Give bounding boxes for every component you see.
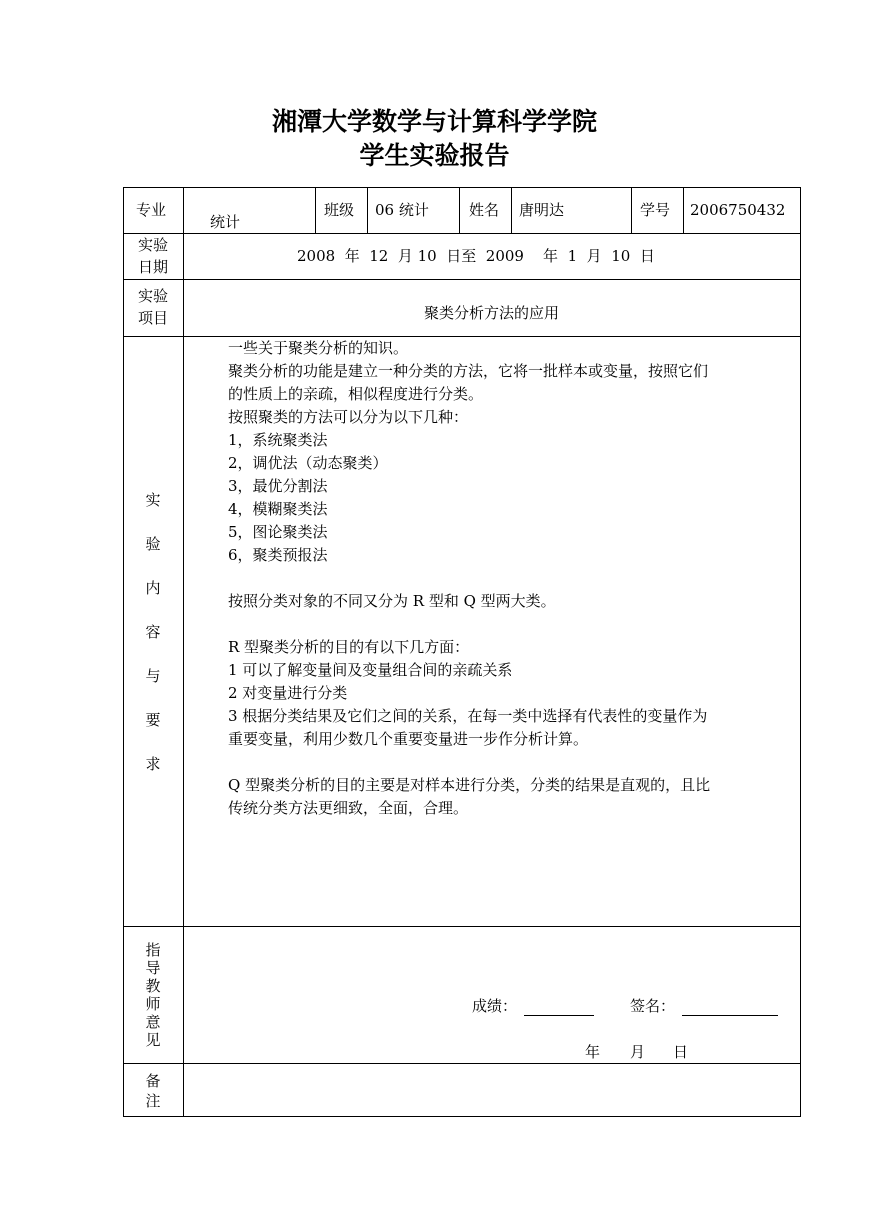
content-line: 3，最优分割法 — [228, 477, 328, 495]
content-line: 的性质上的亲疏，相似程度进行分类。 — [228, 385, 484, 403]
content-line: 一些关于聚类分析的知识。 — [228, 339, 409, 357]
content-label-char: 求 — [145, 755, 161, 773]
date-label-line2: 日期 — [137, 258, 168, 276]
content-line: 重要变量，利用少数几个重要变量进一步作分析计算。 — [228, 730, 589, 748]
signature-field[interactable] — [682, 1015, 778, 1016]
class-value: 06 统计 — [375, 201, 429, 219]
content-label-char: 内 — [145, 579, 161, 597]
content-label-char: 要 — [145, 711, 161, 729]
content-line: 按照聚类的方法可以分为以下几种： — [228, 408, 469, 426]
score-field[interactable] — [524, 1015, 594, 1016]
signature-label: 签名： — [630, 997, 676, 1015]
content-line: 4，模糊聚类法 — [228, 500, 328, 518]
content-line: 按照分类对象的不同又分为 R 型和 Q 型两大类。 — [228, 592, 556, 610]
advisor-label-char: 意 — [145, 1013, 161, 1031]
content-line: 5，图论聚类法 — [228, 523, 328, 541]
major-label: 专业 — [136, 201, 167, 219]
content-line: 1，系统聚类法 — [228, 431, 328, 449]
content-line: 2，调优法（动态聚类） — [228, 454, 388, 472]
document-subtitle: 学生实验报告 — [359, 141, 510, 170]
student-id-value: 2006750432 — [690, 201, 786, 219]
content-label-char: 与 — [145, 667, 161, 685]
advisor-label-char: 导 — [145, 959, 161, 977]
remarks-label-char: 备 — [145, 1072, 161, 1090]
advisor-label-char: 教 — [145, 977, 161, 995]
advisor-date-year: 年 — [585, 1043, 601, 1061]
content-line: R 型聚类分析的目的有以下几方面： — [228, 638, 470, 656]
experiment-date-value: 2008 年 12 月 10 日至 2009 年 1 月 10 日 — [297, 247, 655, 265]
content-line — [228, 567, 794, 590]
name-label: 姓名 — [469, 201, 500, 219]
project-label-line2: 项目 — [137, 309, 168, 327]
date-label-line1: 实验 — [137, 236, 168, 254]
content-line: 1 可以了解变量间及变量组合间的亲疏关系 — [228, 661, 513, 679]
score-label: 成绩： — [472, 997, 518, 1015]
content-line: 聚类分析的功能是建立一种分类的方法，它将一批样本或变量，按照它们 — [228, 362, 709, 380]
class-label: 班级 — [324, 201, 355, 219]
content-label-char: 容 — [145, 623, 161, 641]
content-line: 2 对变量进行分类 — [228, 684, 348, 702]
experiment-content — [228, 337, 794, 820]
document-title: 湘潭大学数学与计算科学学院 — [271, 107, 597, 136]
remarks-label-char: 注 — [145, 1092, 161, 1110]
advisor-label-char: 指 — [145, 941, 161, 959]
content-line — [228, 751, 794, 774]
advisor-date-month: 月 — [630, 1043, 646, 1061]
name-value: 唐明达 — [519, 201, 565, 219]
content-label-char: 验 — [145, 535, 161, 553]
project-label-line1: 实验 — [137, 287, 168, 305]
advisor-label-char: 见 — [145, 1031, 161, 1049]
content-line: Q 型聚类分析的目的主要是对样本进行分类，分类的结果是直观的，且比 — [228, 776, 711, 794]
major-value: 统计 — [210, 213, 241, 231]
content-label-char: 实 — [145, 491, 161, 509]
advisor-date-day: 日 — [673, 1043, 689, 1061]
content-line: 6，聚类预报法 — [228, 546, 328, 564]
content-line — [228, 613, 794, 636]
project-title: 聚类分析方法的应用 — [423, 304, 559, 322]
advisor-label-char: 师 — [145, 995, 161, 1013]
remarks-field[interactable] — [184, 1064, 800, 1116]
content-line: 3 根据分类结果及它们之间的关系，在每一类中选择有代表性的变量作为 — [228, 707, 708, 725]
content-line: 传统分类方法更细致，全面，合理。 — [228, 799, 469, 817]
student-id-label: 学号 — [640, 201, 671, 219]
